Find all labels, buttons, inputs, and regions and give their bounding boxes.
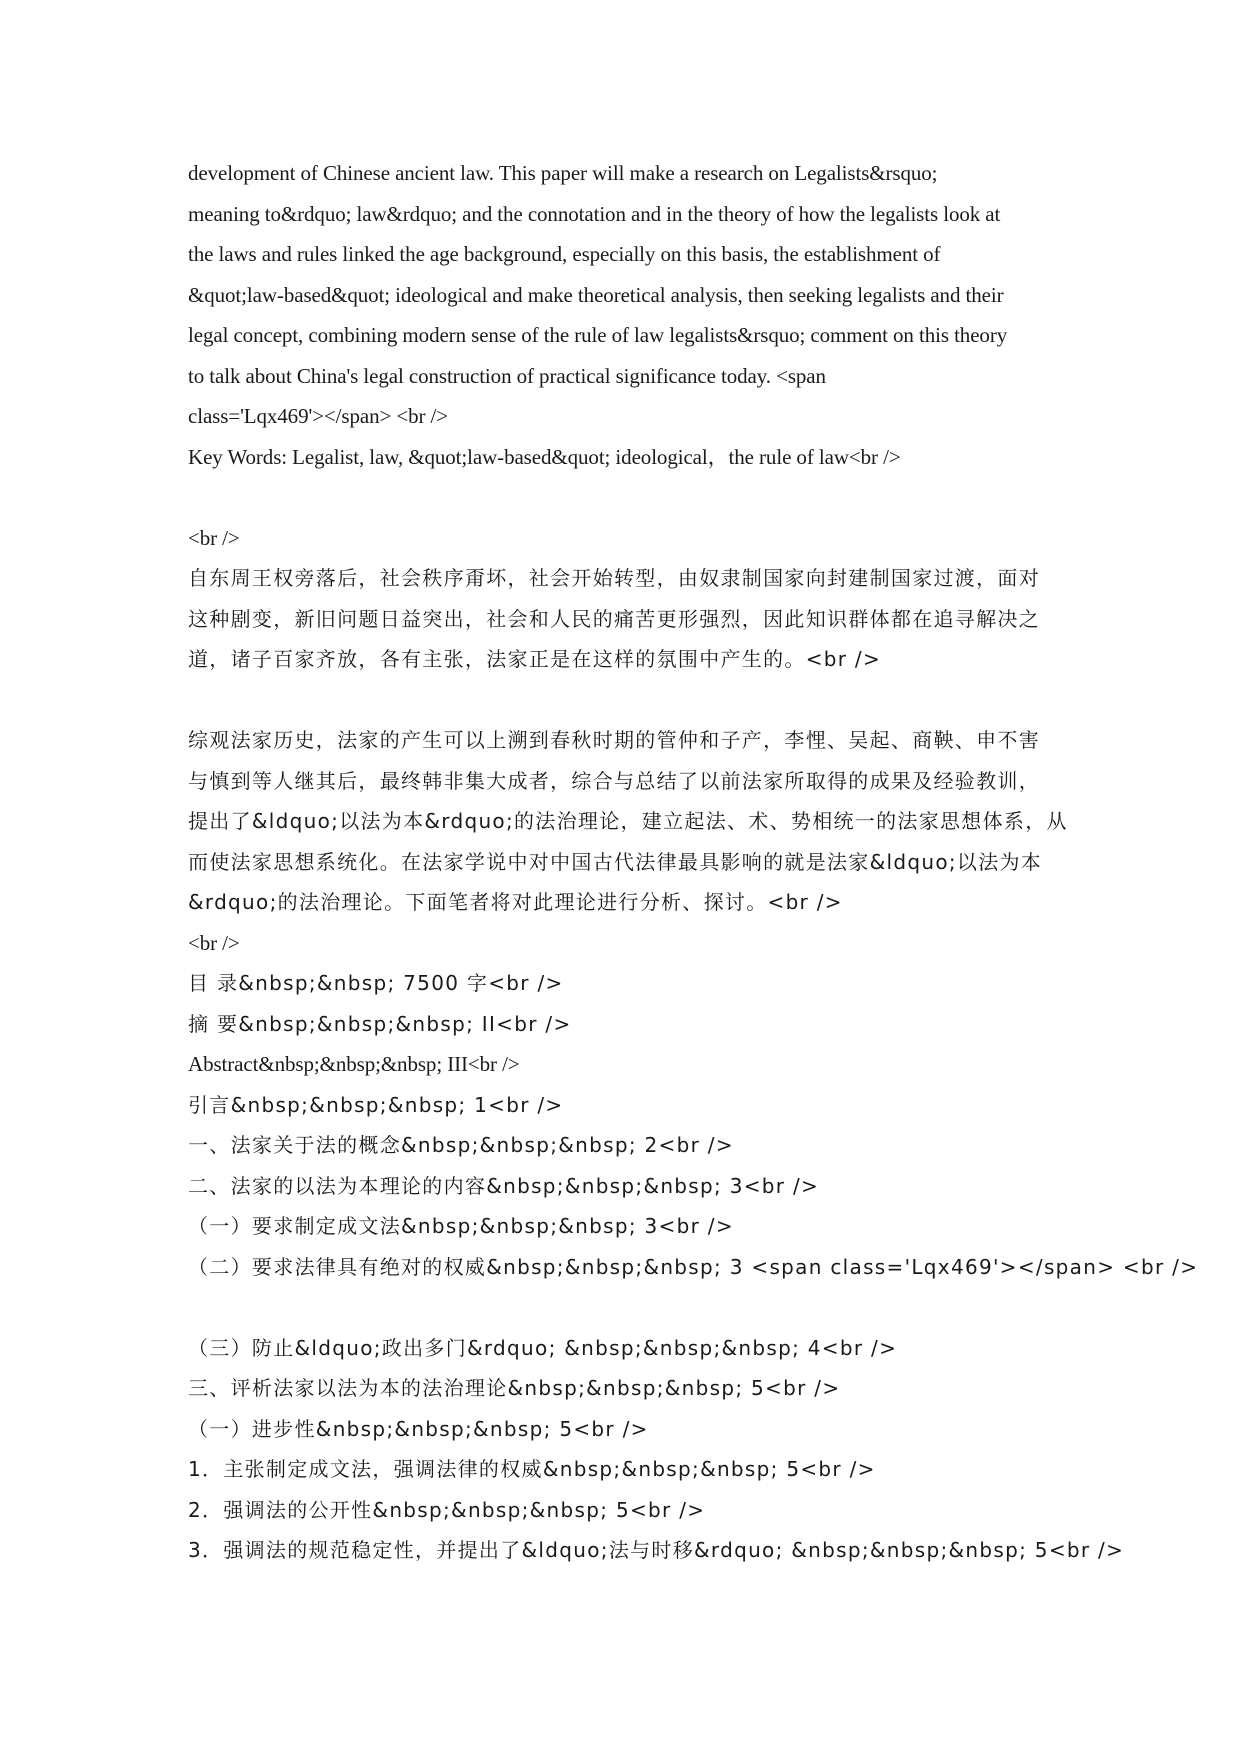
text-line: 2．强调法的公开性&nbsp;&nbsp;&nbsp; 5<br /> [188,1497,706,1522]
text-line: （一）进步性&nbsp;&nbsp;&nbsp; 5<br /> [188,1416,649,1441]
text-line: 摘 要&nbsp;&nbsp;&nbsp; II<br /> [188,1011,572,1036]
text-line: 综观法家历史，法家的产生可以上溯到春秋时期的管仲和子产，李悝、吴起、商鞅、申不害 [188,728,1040,752]
text-line: 引言&nbsp;&nbsp;&nbsp; 1<br /> [188,1092,564,1117]
text-line: 一、法家关于法的概念&nbsp;&nbsp;&nbsp; 2<br /> [188,1133,734,1157]
text-line: &quot;law-based&quot; ideological and make theoretical analysis, then seeking legalists and their [188,282,1004,307]
text-line: the laws and rules linked the age background, especially on this basis, the establishment of [188,242,941,266]
text-line: 提出了&ldquo;以法为本&rdquo;的法治理论，建立起法、术、势相统一的法家思想体系，从 [188,809,1068,833]
blank-line [188,1287,1068,1328]
text-line: 自东周王权旁落后，社会秩序甭坏，社会开始转型，由奴隶制国家向封建制国家过渡，面对 [188,566,1040,590]
text-line: legal concept, combining modern sense of the rule of law legalists&rsquo; comment on this theory [188,323,1008,347]
blank-line [188,680,1068,721]
text-line: &rdquo;的法治理论。下面笔者将对此理论进行分析、探讨。<br /> [188,890,843,914]
text-line: 与慎到等人继其后，最终韩非集大成者，综合与总结了以前法家所取得的成果及经验教训， [188,768,1040,793]
text-line: 这种剧变，新旧问题日益突出，社会和人民的痛苦更形强烈，因此知识群体都在追寻解决之 [188,606,1040,631]
blank-line [188,477,1068,518]
text-line: meaning to&rdquo; law&rdquo; and the connotation and in the theory of how the legalists look at [188,201,1001,226]
text-line: <br /> [188,525,240,550]
text-line: 1．主张制定成文法，强调法律的权威&nbsp;&nbsp;&nbsp; 5<br /> [188,1457,876,1481]
text-line: to talk about China's legal construction of practical significance today. <span [188,363,826,388]
text-line: Abstract&nbsp;&nbsp;&nbsp; III<br /> [188,1052,520,1076]
text-line: 道，诸子百家齐放，各有主张，法家正是在这样的氛围中产生的。<br /> [188,647,882,671]
text-line: Key Words: Legalist, law, &quot;law-based&quot; ideological，the rule of law<br /> [188,444,901,469]
text-line: <br /> [188,930,240,955]
text-line: （一）要求制定成文法&nbsp;&nbsp;&nbsp; 3<br /> [188,1214,734,1238]
document-body [188,153,1199,1571]
text-line: development of Chinese ancient law. This paper will make a research on Legalists&rsquo; [188,161,938,185]
text-line: 二、法家的以法为本理论的内容&nbsp;&nbsp;&nbsp; 3<br /> [188,1173,820,1198]
text-line: （二）要求法律具有绝对的权威&nbsp;&nbsp;&nbsp; 3 <span class='Lqx469'></span> <br /> [188,1254,1199,1279]
text-line: 目 录&nbsp;&nbsp; 7500 字<br /> [188,971,564,995]
text-line: 而使法家思想系统化。在法家学说中对中国古代法律最具影响的就是法家&ldquo;以法为本 [188,849,1043,874]
text-line: 三、评析法家以法为本的法治理论&nbsp;&nbsp;&nbsp; 5<br /> [188,1376,841,1400]
text-line: （三）防止&ldquo;政出多门&rdquo; &nbsp;&nbsp;&nbsp; 4<br /> [188,1335,898,1360]
text-line: 3．强调法的规范稳定性，并提出了&ldquo;法与时移&rdquo; &nbsp;&nbsp;&nbsp; 5<br /> [188,1538,1125,1562]
text-line: class='Lqx469'></span> <br /> [188,404,449,428]
